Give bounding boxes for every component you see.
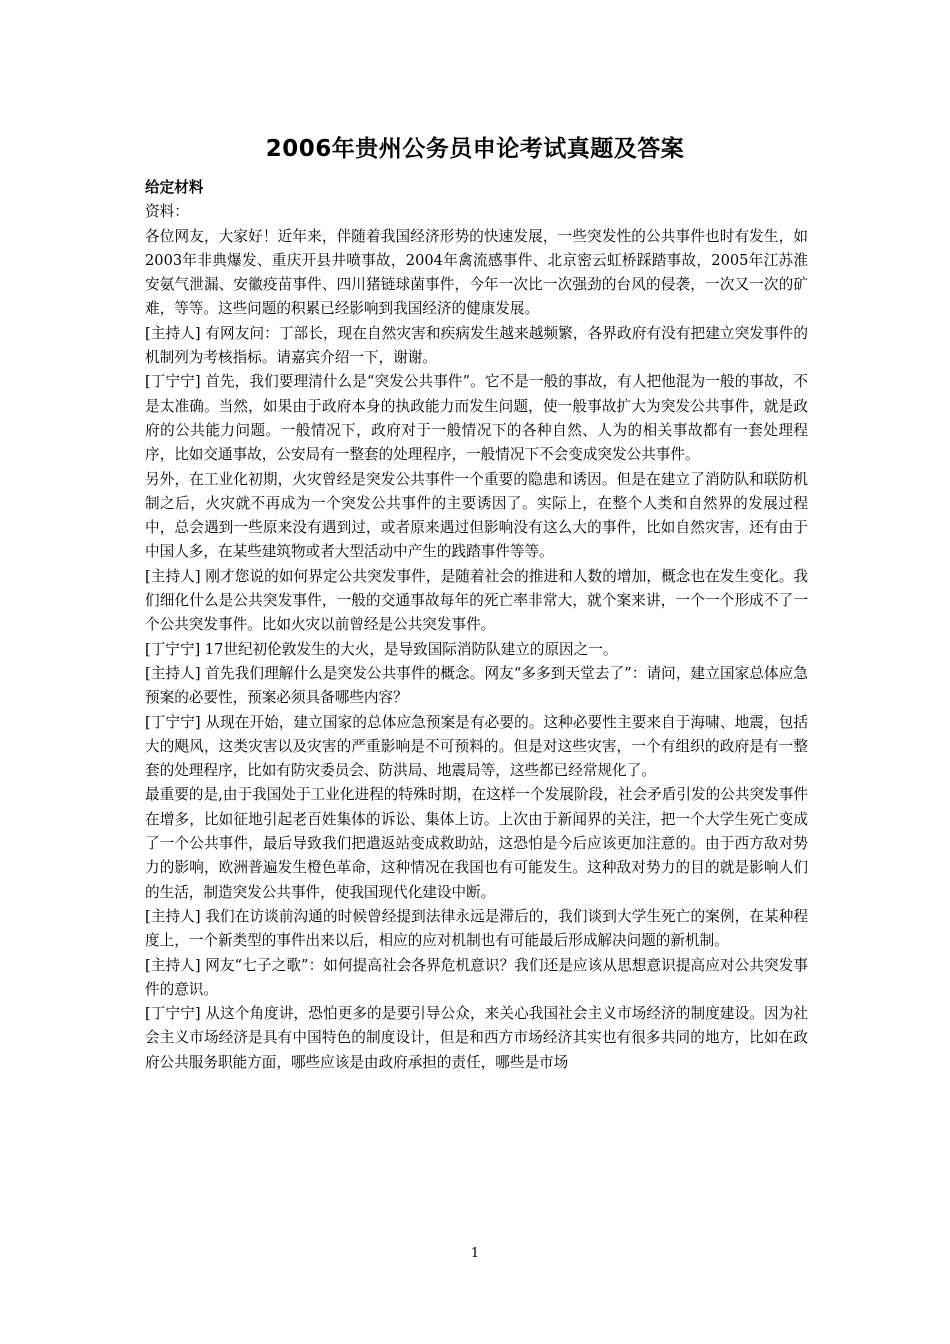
paragraph: 各位网友，大家好！近年来，伴随着我国经济形势的快速发展，一些突发性的公共事件也时有发生，如2003年非典爆发、重庆开县井喷事故，2004年禽流感事件、北京密云虹桥踩踏事故，2005年江苏淮安氨气泄漏、安徽疫苗事件、四川猪链球菌事件，今年一次比一次强劲的台风的侵袭，一次又一次的矿难，等等。这些问题的积累已经影响到我国经济的健康发展。	[145, 227, 808, 318]
paragraph: [丁宁宁] 从这个角度讲，恐怕更多的是要引导公众，来关心我国社会主义市场经济的制度建设。因为社会主义市场经济是具有中国特色的制度设计，但是和西方市场经济其实也有很多共同的地方，比如在政府公共服务职能方面，哪些应该是由政府承担的责任，哪些是市场	[145, 1005, 808, 1071]
paragraph: [主持人] 刚才您说的如何界定公共突发事件，是随着社会的推进和人数的增加，概念也在发生变化。我们细化什么是公共突发事件，一般的交通事故每年的死亡率非常大，就个案来讲，一个一个形成不了一个公共突发事件。比如火灾以前曾经是公共突发事件。	[145, 567, 808, 634]
paragraph: [丁宁宁] 17世纪初伦敦发生的大火，是导致国际消防队建立的原因之一。	[145, 640, 618, 658]
page-number: 1	[470, 1246, 480, 1261]
paragraph: [丁宁宁] 从现在开始，建立国家的总体应急预案是有必要的。这种必要性主要来自于海啸、地震，包括大的飓风，这类灾害以及灾害的严重影响是不可预料的。但是对这些灾害，一个有组织的政府是有一整套的处理程序，比如有防灾委员会、防洪局、地震局等，这些都已经常规化了。	[145, 713, 808, 780]
paragraph: 资料：	[145, 203, 189, 221]
paragraph: [主持人] 网友“七子之歌”：如何提高社会各界危机意识？我们还是应该从思想意识提高应对公共突发事件的意识。	[145, 956, 808, 998]
paragraph: 最重要的是,由于我国处于工业化进程的特殊时期，在这样一个发展阶段，社会矛盾引发的公共突发事件在增多，比如征地引起老百姓集体的诉讼、集体上访。上次由于新闻界的关注，把一个大学生死亡变成了一个公共事件，最后导致我们把遣返站变成救助站，这恐怕是今后应该更加注意的。由于西方敌对势力的影响，欧洲普遍发生橙色革命，这种情况在我国也有可能发生。这种敌对势力的目的就是影响人们的生活，制造突发公共事件，使我国现代化建设中断。	[145, 786, 808, 901]
section-heading: 给定材料	[145, 179, 204, 196]
paragraph: [丁宁宁] 首先，我们要理清什么是“突发公共事件”。它不是一般的事故，有人把他混为一般的事故，不是太准确。当然，如果由于政府本身的执政能力而发生问题，使一般事故扩大为突发公共事件，就是政府的公共能力问题。一般情况下，政府对于一般情况下的各种自然、人为的相关事故都有一套处理程序，比如交通事故，公安局有一整套的处理程序，一般情况下不会变成突发公共事件。	[145, 373, 808, 464]
paragraph: 另外，在工业化初期，火灾曾经是突发公共事件一个重要的隐患和诱因。但是在建立了消防队和联防机制之后，火灾就不再成为一个突发公共事件的主要诱因了。实际上，在整个人类和自然界的发展过程中，总会遇到一些原来没有遇到过，或者原来遇过但影响没有这么大的事件，比如自然灾害，还有由于中国人多，在某些建筑物或者大型活动中产生的践踏事件等等。	[145, 470, 808, 561]
paragraph: [主持人] 首先我们理解什么是突发公共事件的概念。网友“多多到天堂去了”：请问，建立国家总体应急预案的必要性，预案必须具备哪些内容？	[145, 664, 808, 707]
document-title: 2006年贵州公务员申论考试真题及答案	[265, 136, 685, 162]
document-body	[145, 176, 808, 1075]
paragraph: [主持人] 有网友问：丁部长，现在自然灾害和疾病发生越来越频繁，各界政府有没有把建立突发事件的机制列为考核指标。请嘉宾介绍一下，谢谢。	[145, 324, 808, 367]
paragraph: [主持人] 我们在访谈前沟通的时候曾经提到法律永远是滞后的，我们谈到大学生死亡的案例，在某种程度上，一个新类型的事件出来以后，相应的应对机制也有可能最后形成解决问题的新机制。	[145, 907, 808, 950]
